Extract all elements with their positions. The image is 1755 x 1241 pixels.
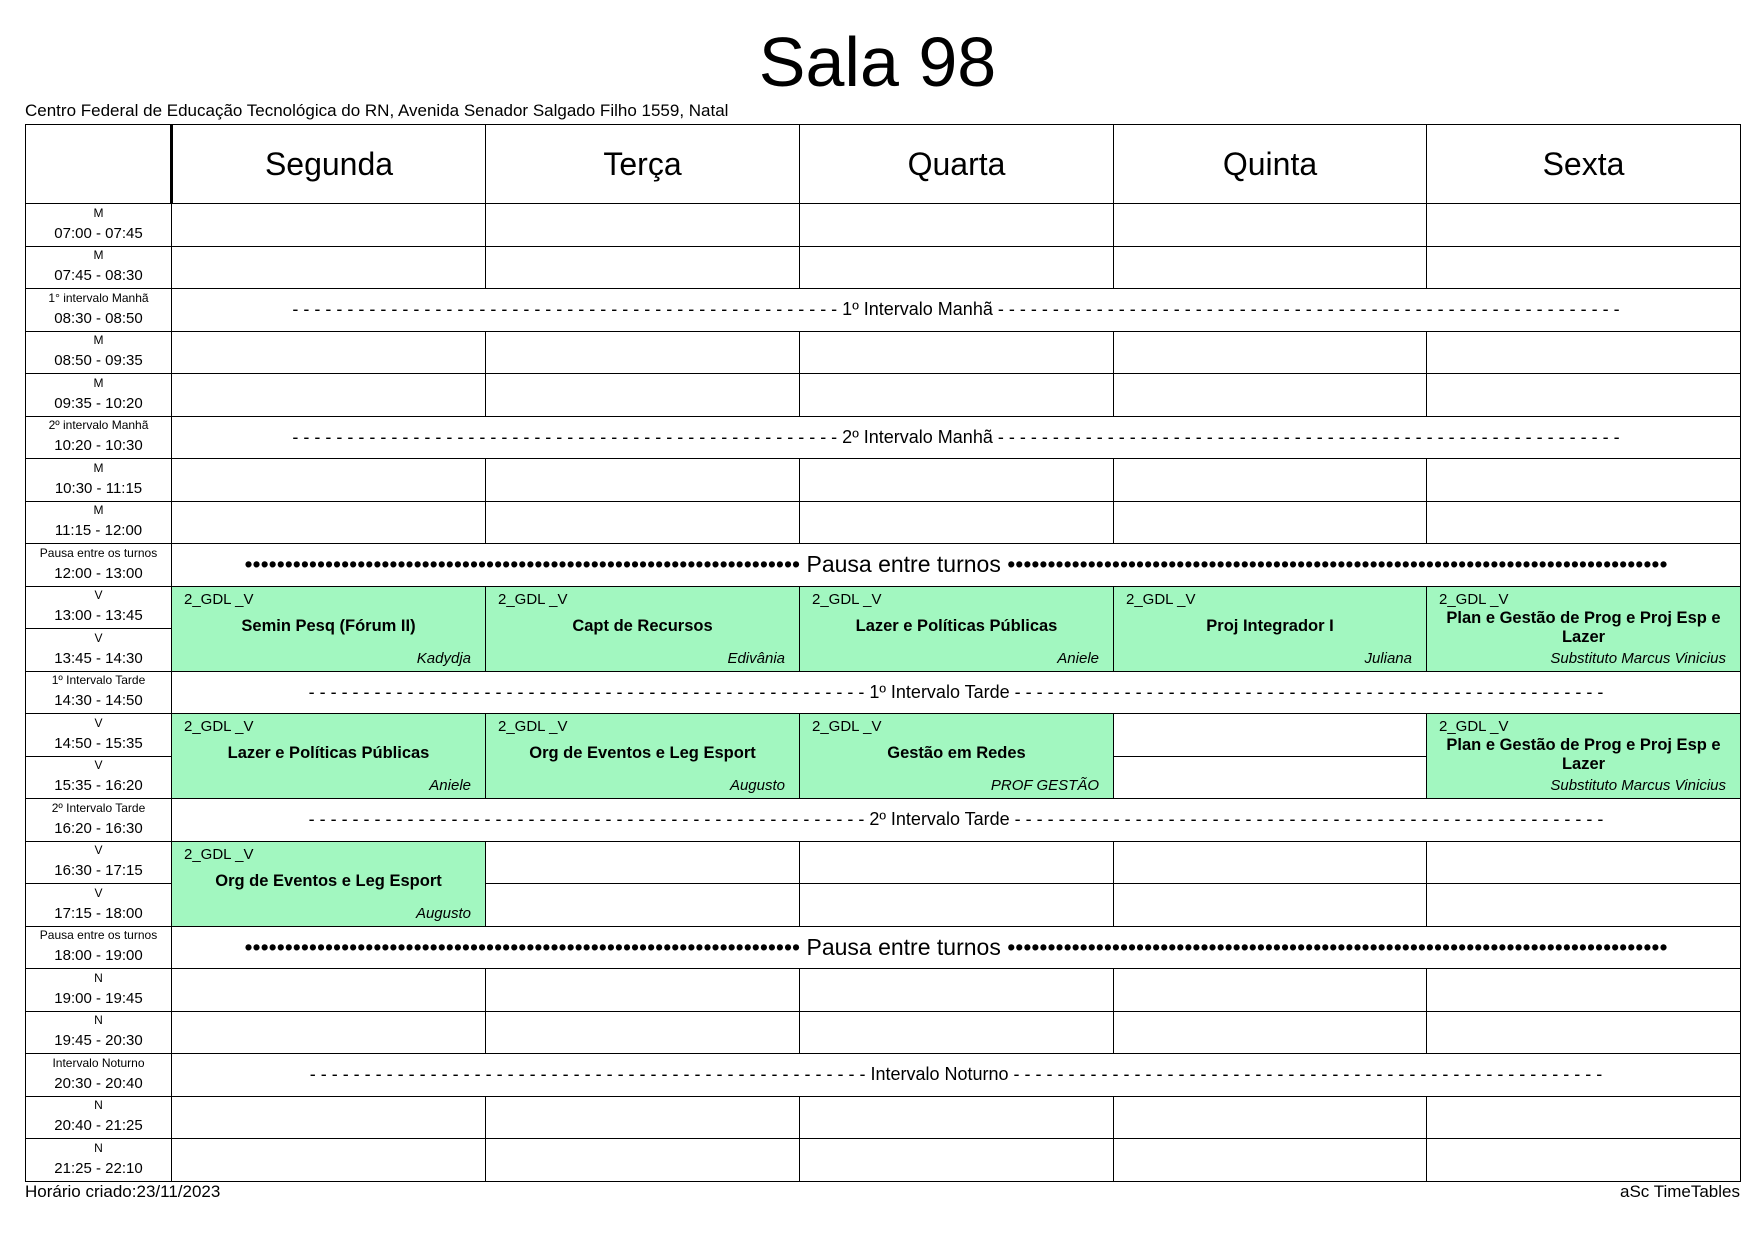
empty-cell [1114,841,1427,884]
lesson-class: 2_GDL _V [184,590,254,608]
period-row [26,1011,1741,1054]
empty-cell [486,841,800,884]
lesson-card[interactable] [800,714,1114,799]
break-row [26,799,1741,842]
break-row [26,671,1741,714]
empty-cell [1114,501,1427,544]
empty-cell [1114,246,1427,289]
lesson-card[interactable] [172,841,486,926]
empty-cell [1114,969,1427,1012]
pause-banner-midday: ••••••••••••••••••••••••••••••••••••••••••••••••••••••••••••••••••••• Pausa entre turnos •••••••••••••••••••••••••••••••••••••••••••••••••••••••••••••••••••••••••••••••••• [172,544,1741,587]
lesson-subject: Plan e Gestão de Prog e Proj Esp e Lazer [1446,736,1721,773]
period-time: 21:25 - 22:10 [54,1159,143,1177]
period-row [26,331,1741,374]
period-row [26,714,1741,757]
period-time: 15:35 - 16:20 [54,777,143,795]
empty-cell [486,1096,800,1139]
page-title: Sala 98 [758,23,997,101]
empty-cell [800,841,1114,884]
period-label: M [93,333,104,348]
empty-cell [486,246,800,289]
lesson-class: 2_GDL _V [1439,590,1509,608]
day-header-terca: Terça [486,125,800,204]
day-header-sexta: Sexta [1427,125,1741,204]
lesson-teacher: Substituto Marcus Vinicius [1550,777,1726,794]
period-time: 11:15 - 12:00 [54,522,143,540]
period-label: V [94,715,103,730]
period-cell [26,714,172,757]
break-banner-night: - - - - - - - - - - - - - - - - - - - - - - - - - - - - - - - - - - - - - - - - - - - - - - - - - - - Intervalo Noturno - - - - - - - - - - - - - - - - - - - - - - - - - - - - - - - - - - - - - - - - - - - - - - - - - - - - - - [172,1054,1741,1097]
empty-cell [486,969,800,1012]
period-time: 17:15 - 18:00 [54,904,143,922]
period-label: V [94,630,103,645]
empty-cell [1114,374,1427,417]
empty-cell [172,1139,486,1182]
period-cell [26,671,172,714]
period-label: Intervalo Noturno [52,1055,145,1070]
day-header-quinta: Quinta [1114,125,1427,204]
break-row [26,1054,1741,1097]
period-label: M [93,248,104,263]
period-time: 20:30 - 20:40 [54,1074,143,1092]
period-cell [26,374,172,417]
empty-cell [1427,1139,1741,1182]
period-time: 19:00 - 19:45 [54,989,143,1007]
lesson-card[interactable] [1427,714,1741,799]
period-time: 20:40 - 21:25 [54,1117,143,1135]
lesson-card[interactable] [1427,586,1741,671]
empty-cell [800,969,1114,1012]
period-row [26,374,1741,417]
period-time: 08:30 - 08:50 [54,309,143,327]
lesson-class: 2_GDL _V [812,590,882,608]
lesson-class: 2_GDL _V [498,590,568,608]
period-cell [26,1139,172,1182]
empty-cell [1114,1011,1427,1054]
lesson-card[interactable] [1114,586,1427,671]
empty-cell [1427,884,1741,927]
day-header-quarta: Quarta [800,125,1114,204]
empty-cell [486,884,800,927]
lesson-class: 2_GDL _V [498,718,568,735]
period-row [26,969,1741,1012]
empty-cell [1114,204,1427,247]
period-time: 07:00 - 07:45 [54,224,143,242]
period-label: M [93,205,104,220]
lesson-card[interactable] [172,586,486,671]
break-row [26,926,1741,969]
period-label: Pausa entre os turnos [39,545,158,560]
period-cell [26,1054,172,1097]
period-cell [26,246,172,289]
period-cell [26,1096,172,1139]
corner-cell [26,125,172,204]
lesson-subject: Capt de Recursos [572,616,713,635]
break-banner-afternoon-1: - - - - - - - - - - - - - - - - - - - - - - - - - - - - - - - - - - - - - - - - - - - - - - - - - - - 1º Intervalo Tarde - - - - - - - - - - - - - - - - - - - - - - - - - - - - - - - - - - - - - - - - - - - - - - - - - - - - - - [172,671,1741,714]
empty-cell [1114,714,1427,757]
timetable [25,124,1740,1178]
period-row [26,459,1741,502]
period-label: M [93,503,104,518]
lesson-teacher: PROF GESTÃO [990,777,1099,794]
period-label: N [94,1013,103,1028]
software-credit: aSc TimeTables [1620,1182,1740,1201]
empty-cell [800,246,1114,289]
lesson-teacher: Juliana [1364,649,1412,667]
period-cell [26,289,172,332]
empty-cell [172,374,486,417]
empty-cell [800,459,1114,502]
period-label: 1° intervalo Manhã [48,290,149,305]
day-header-segunda: Segunda [172,125,486,204]
pause-banner-evening: ••••••••••••••••••••••••••••••••••••••••••••••••••••••••••••••••••••• Pausa entre turnos •••••••••••••••••••••••••••••••••••••••••••••••••••••••••••••••••••••••••••••••••• [172,926,1741,969]
period-cell [26,1011,172,1054]
period-label: V [94,588,103,603]
lesson-card[interactable] [172,714,486,799]
lesson-teacher: Aniele [429,777,471,794]
lesson-teacher: Aniele [1057,649,1099,667]
empty-cell [486,1011,800,1054]
empty-cell [1114,1096,1427,1139]
break-row [26,289,1741,332]
period-time: 07:45 - 08:30 [54,267,143,285]
lesson-teacher: Substituto Marcus Vinicius [1550,649,1726,667]
period-row [26,586,1741,629]
empty-cell [800,331,1114,374]
period-row [26,204,1741,247]
period-row [26,246,1741,289]
period-label: 2º intervalo Manhã [48,418,149,433]
period-time: 16:20 - 16:30 [54,819,143,837]
empty-cell [800,204,1114,247]
break-banner-morning-1: - - - - - - - - - - - - - - - - - - - - - - - - - - - - - - - - - - - - - - - - - - - - - - - - - - 1º Intervalo Manhã - - - - - - - - - - - - - - - - - - - - - - - - - - - - - - - - - - - - - - - - - - - - - - - - - - - - - - - - - [172,289,1741,332]
break-row [26,416,1741,459]
period-cell [26,501,172,544]
period-label: M [93,375,104,390]
period-row [26,1139,1741,1182]
period-label: N [94,970,103,985]
period-label: 2º Intervalo Tarde [51,800,146,815]
period-label: Pausa entre os turnos [39,928,158,943]
lesson-teacher: Kadydja [416,649,471,667]
empty-cell [800,1139,1114,1182]
period-time: 10:30 - 11:15 [54,479,143,497]
empty-cell [172,331,486,374]
lesson-subject: Semin Pesq (Fórum II) [241,616,416,635]
empty-cell [1427,501,1741,544]
empty-cell [1427,246,1741,289]
empty-cell [1114,331,1427,374]
empty-cell [486,374,800,417]
empty-cell [800,501,1114,544]
empty-cell [172,969,486,1012]
period-label: M [93,460,104,475]
period-time: 14:50 - 15:35 [54,734,143,752]
period-label: 1º Intervalo Tarde [51,673,146,688]
empty-cell [1427,841,1741,884]
period-time: 13:00 - 13:45 [54,607,143,625]
period-label: V [94,758,103,773]
lesson-class: 2_GDL _V [812,718,882,735]
lesson-subject: Proj Integrador I [1206,616,1334,635]
lesson-class: 2_GDL _V [1126,590,1196,608]
lesson-subject: Lazer e Políticas Públicas [227,744,430,762]
empty-cell [486,501,800,544]
empty-cell [800,884,1114,927]
empty-cell [486,204,800,247]
lesson-card[interactable] [800,586,1114,671]
lesson-subject: Org de Eventos e Leg Esport [529,744,756,762]
empty-cell [1114,1139,1427,1182]
break-row [26,544,1741,587]
period-cell [26,841,172,884]
empty-cell [1114,884,1427,927]
period-cell [26,586,172,629]
empty-cell [800,374,1114,417]
empty-cell [486,459,800,502]
empty-cell [172,1096,486,1139]
empty-cell [800,1096,1114,1139]
empty-cell [1427,1096,1741,1139]
empty-cell [172,246,486,289]
period-label: V [94,885,103,900]
period-cell [26,629,172,672]
period-cell [26,756,172,799]
lesson-card[interactable] [486,586,800,671]
period-cell [26,331,172,374]
period-time: 14:30 - 14:50 [54,692,143,710]
empty-cell [1427,1011,1741,1054]
period-cell [26,969,172,1012]
day-header-row [26,125,1741,204]
period-time: 09:35 - 10:20 [54,394,143,412]
period-time: 08:50 - 09:35 [54,352,143,370]
period-time: 13:45 - 14:30 [54,649,143,667]
empty-cell [486,1139,800,1182]
empty-cell [1427,459,1741,502]
empty-cell [172,459,486,502]
lesson-subject: Lazer e Políticas Públicas [855,616,1058,635]
lesson-card[interactable] [486,714,800,799]
empty-cell [1114,756,1427,799]
empty-cell [1427,969,1741,1012]
lesson-subject: Plan e Gestão de Prog e Proj Esp e Lazer [1446,608,1721,646]
period-label: V [94,843,103,858]
period-cell [26,799,172,842]
empty-cell [172,1011,486,1054]
period-cell [26,459,172,502]
lesson-class: 2_GDL _V [184,718,254,735]
empty-cell [1427,204,1741,247]
period-time: 18:00 - 19:00 [54,947,143,965]
lesson-class: 2_GDL _V [1439,718,1509,735]
break-banner-afternoon-2: - - - - - - - - - - - - - - - - - - - - - - - - - - - - - - - - - - - - - - - - - - - - - - - - - - - 2º Intervalo Tarde - - - - - - - - - - - - - - - - - - - - - - - - - - - - - - - - - - - - - - - - - - - - - - - - - - - - - - [172,799,1741,842]
period-cell [26,926,172,969]
empty-cell [1427,331,1741,374]
lesson-teacher: Augusto [415,904,471,922]
empty-cell [800,1011,1114,1054]
period-cell [26,544,172,587]
empty-cell [486,331,800,374]
school-address: Centro Federal de Educação Tecnológica do RN, Avenida Senador Salgado Filho 1559, Natal [25,101,729,120]
lesson-teacher: Edivânia [727,649,785,667]
period-time: 19:45 - 20:30 [54,1032,143,1050]
empty-cell [1427,374,1741,417]
period-label: N [94,1140,103,1155]
period-label: N [94,1098,103,1113]
period-cell [26,204,172,247]
empty-cell [172,204,486,247]
lesson-subject: Gestão em Redes [887,744,1026,762]
period-cell [26,416,172,459]
created-date: Horário criado:23/11/2023 [25,1182,221,1201]
lesson-subject: Org de Eventos e Leg Esport [215,871,442,890]
empty-cell [1114,459,1427,502]
period-time: 10:20 - 10:30 [54,437,143,455]
empty-cell [172,501,486,544]
period-row [26,1096,1741,1139]
lesson-class: 2_GDL _V [184,845,254,863]
break-banner-morning-2: - - - - - - - - - - - - - - - - - - - - - - - - - - - - - - - - - - - - - - - - - - - - - - - - - - 2º Intervalo Manhã - - - - - - - - - - - - - - - - - - - - - - - - - - - - - - - - - - - - - - - - - - - - - - - - - - - - - - - - - [172,416,1741,459]
period-cell [26,884,172,927]
period-time: 12:00 - 13:00 [54,564,143,582]
lesson-teacher: Augusto [729,777,785,794]
period-row [26,841,1741,884]
period-time: 16:30 - 17:15 [54,862,143,880]
period-row [26,501,1741,544]
